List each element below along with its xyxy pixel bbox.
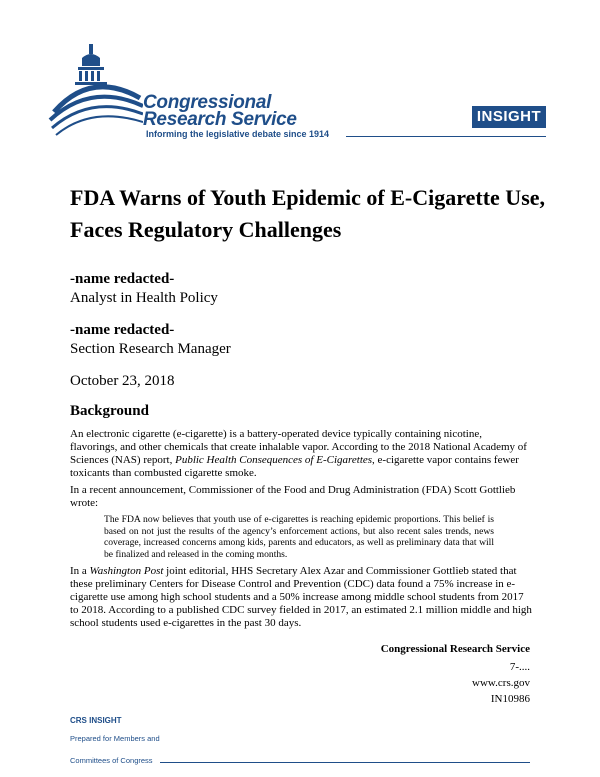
author-1-name: -name redacted- bbox=[70, 271, 175, 287]
bottom-divider bbox=[160, 762, 530, 763]
report-title-italic: Public Health Consequences of E-Cigarettes bbox=[175, 454, 373, 466]
section-heading: Background bbox=[70, 403, 149, 419]
prepared-for-line1: Prepared for Members and bbox=[70, 734, 160, 743]
footer-product-id: IN10986 bbox=[490, 693, 530, 705]
crs-insight-label: CRS INSIGHT bbox=[70, 716, 122, 725]
footer-info bbox=[381, 642, 530, 706]
logo-tagline: Informing the legislative debate since 1914 bbox=[146, 129, 330, 139]
block-quote: The FDA now believes that youth use of e-cigarettes is reaching epidemic proportions. This belief is based on not just the results of the agency’s enforcement actions, but also recent sales trends, news coverage, increased concerns among kids, parents and educators, as well as preliminary data that will be finalized and released in the coming months. bbox=[104, 514, 494, 560]
footer-code: 7-.... bbox=[509, 661, 530, 673]
logo-wordmark-line2: Research Service bbox=[143, 109, 297, 130]
footer-site-link[interactable]: www.crs.gov bbox=[472, 677, 530, 689]
insight-badge: INSIGHT bbox=[472, 106, 546, 128]
paragraph-2: In a recent announcement, Commissioner of the Food and Drug Administration (FDA) Scott Gottlieb wrote: bbox=[70, 484, 516, 509]
report-header bbox=[0, 0, 600, 150]
newspaper-italic: Washington Post bbox=[89, 565, 164, 577]
document-title: FDA Warns of Youth Epidemic of E-Cigarette Use, Faces Regulatory Challenges bbox=[70, 185, 546, 242]
paragraph-3: In a Washington Post joint editorial, HHS Secretary Alex Azar and Commissioner Gottlieb stated that these preliminary Centers for Disease Control and Prevention (CDC) data found a 75% increase in e-cigarette use among high school students and a 50% increase among middle school students from 2017 to 2018. According to a published CDC survey fielded in 2017, an estimated 2.1 million middle and high school students used e-cigarettes in the past 30 days. bbox=[70, 565, 532, 629]
author-2-name: -name redacted- bbox=[70, 322, 175, 338]
footer-org: Congressional Research Service bbox=[380, 643, 530, 655]
logo-wordmark-line1: Congressional bbox=[143, 92, 272, 113]
author-2-role: Section Research Manager bbox=[70, 341, 231, 357]
capitol-dome-logo-icon bbox=[48, 40, 143, 140]
publication-date: October 23, 2018 bbox=[70, 373, 175, 389]
header-divider bbox=[346, 136, 546, 137]
prepared-for-line2: Committees of Congress bbox=[70, 756, 153, 765]
paragraph-1: An electronic cigarette (e-cigarette) is a battery-operated device typically containing nicotine, flavorings, and other chemicals that create inhalable vapor. According to the 2018 National Academy of Sciences (NAS) report, Public Health Consequences of E-Cigarettes, e-cigarette vapor contains fewer toxicants than combusted cigarette smoke. bbox=[70, 428, 527, 479]
author-1-role: Analyst in Health Policy bbox=[70, 290, 218, 306]
